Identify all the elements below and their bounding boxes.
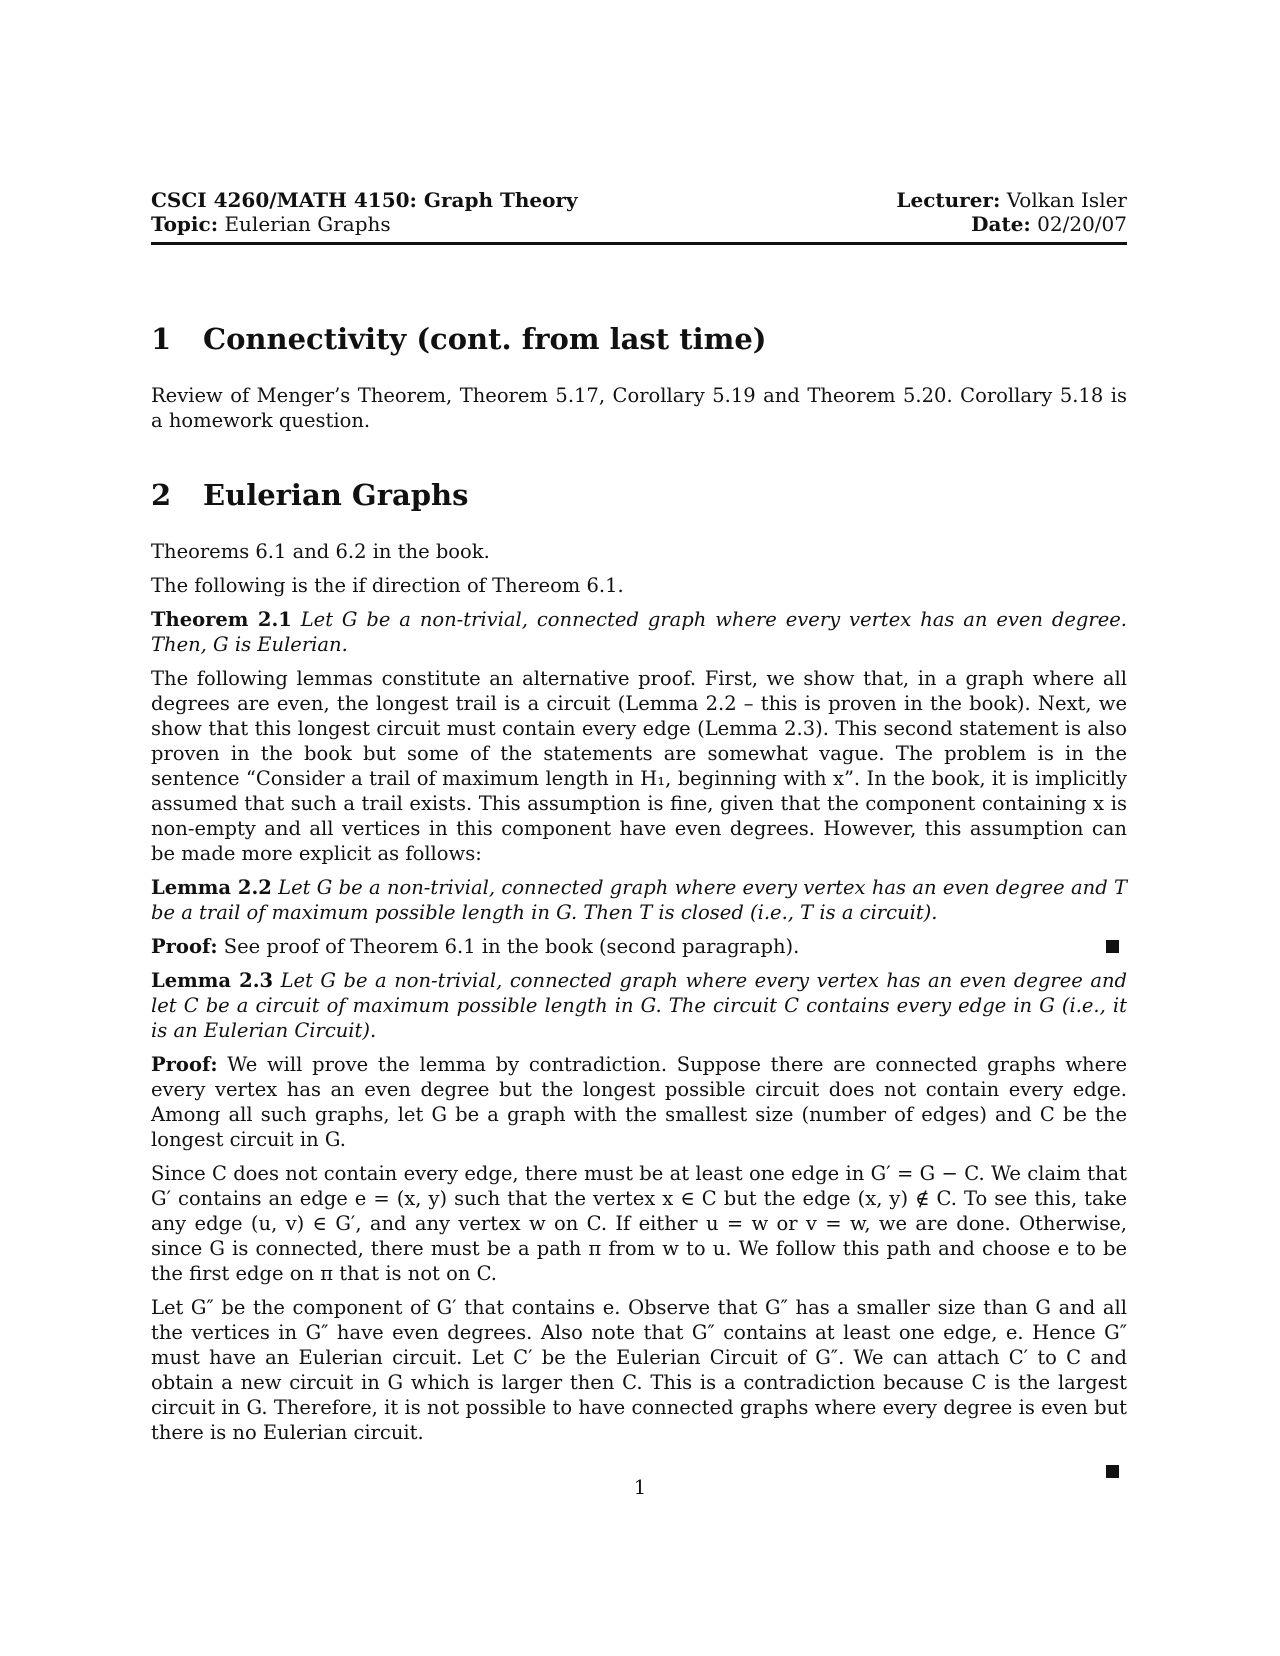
intro-paragraph: The following is the if direction of Thereom 6.1. — [151, 574, 624, 597]
body-paragraph: The following lemmas constitute an alternative proof. First, we show that, in a graph where all degrees are even, the longest trail is a circuit (Lemma 2.2 – this is proven in the book). Next, we show that this longest circuit must contain every edge (Lemma 2.3). This second statement is also proven in the book but some of the statements are somewhat vague. The problem is in the sentence “Consider a trail of maximum length in H₁, beginning with x”. In the book, it is implicitly assumed that such a trail exists. This assumption is fine, given that the component containing x is non-empty and all vertices in this component have even degrees. However, this assumption can be made more explicit as follows: — [151, 667, 1127, 865]
topic-value: Eulerian Graphs — [224, 212, 391, 236]
intro-paragraph: Theorems 6.1 and 6.2 in the book. — [151, 540, 490, 563]
qed-square-icon — [1106, 940, 1119, 953]
course-title: CSCI 4260/MATH 4150: Graph Theory — [151, 188, 578, 212]
lecturer-name: Volkan Isler — [1006, 188, 1127, 212]
section-heading — [151, 321, 1127, 357]
section-number: 1 — [151, 322, 172, 356]
proof-text: See proof of Theorem 6.1 in the book (second paragraph). — [223, 935, 800, 958]
document-page — [151, 188, 1127, 1483]
section-title: Eulerian Graphs — [203, 478, 469, 512]
lemma-text: Let G be a non-trivial, connected graph where every vertex has an even degree and let C be a circuit of maximum possible length in G. The circuit C contains every edge in G (i.e., it is an Eulerian Circuit). — [151, 969, 1128, 1042]
section-heading — [151, 477, 1127, 513]
section-paragraph: Review of Menger’s Theorem, Theorem 5.17, Corollary 5.19 and Theorem 5.20. Corollary 5.18 is a homework question. — [151, 384, 1127, 432]
body-paragraph: Let G″ be the component of G′ that contains e. Observe that G″ has a smaller size than G and all the vertices in G″ have even degrees. Also note that G″ contains at least one edge, e. Hence G″ must have an Eulerian circuit. Let C′ be the Eulerian Circuit of G″. We can attach C′ to C and obtain a new circuit in G which is larger then C. This is a contradiction because C is the largest circuit in G. Therefore, it is not possible to have connected graphs where every degree is even but there is no Eulerian circuit. — [151, 1296, 1127, 1444]
proof-block — [151, 934, 1127, 959]
proof-text: We will prove the lemma by contradiction. Suppose there are connected graphs where every vertex has an even degree but the longest possible circuit does not contain every edge. Among all such graphs, let G be a graph with the smallest size (number of edges) and C be the longest circuit in G. — [151, 1053, 1128, 1151]
proof-label: Proof: — [151, 935, 218, 958]
theorem-2-1 — [151, 607, 1127, 657]
header-right — [896, 188, 1127, 236]
theorem-label: Theorem 2.1 — [151, 608, 292, 631]
theorem-text: Let G be a non-trivial, connected graph where every vertex has an even degree. Then, G is Eulerian. — [151, 608, 1127, 656]
date-value: 02/20/07 — [1037, 212, 1127, 236]
lemma-label: Lemma 2.2 — [151, 876, 272, 899]
topic-label: Topic: — [151, 212, 219, 236]
header-left — [151, 188, 578, 236]
lemma-text: Let G be a non-trivial, connected graph where every vertex has an even degree and T be a trail of maximum possible length in G. Then T is closed (i.e., T is a circuit). — [151, 876, 1127, 924]
proof-block — [151, 1052, 1127, 1152]
section-title: Connectivity (cont. from last time) — [203, 322, 767, 356]
section-number: 2 — [151, 478, 172, 512]
lemma-2-2 — [151, 875, 1127, 925]
lemma-label: Lemma 2.3 — [151, 969, 274, 992]
proof-label: Proof: — [151, 1053, 218, 1076]
page-number: 1 — [633, 1476, 647, 1499]
header-rule — [151, 242, 1127, 245]
body-paragraph: Since C does not contain every edge, there must be at least one edge in G′ = G − C. We claim that G′ contains an edge e = (x, y) such that the vertex x ∈ C but the edge (x, y) ∉ C. To see this, take any edge (u, v) ∈ G′, and any vertex w on C. If either u = w or v = w, we are done. Otherwise, since G is connected, there must be a path π from w to u. We follow this path and choose e to be the first edge on π that is not on C. — [151, 1162, 1127, 1285]
lemma-2-3 — [151, 968, 1127, 1043]
lecture-header — [151, 188, 1127, 242]
lecturer-label: Lecturer: — [896, 188, 1001, 212]
date-label: Date: — [971, 212, 1031, 236]
